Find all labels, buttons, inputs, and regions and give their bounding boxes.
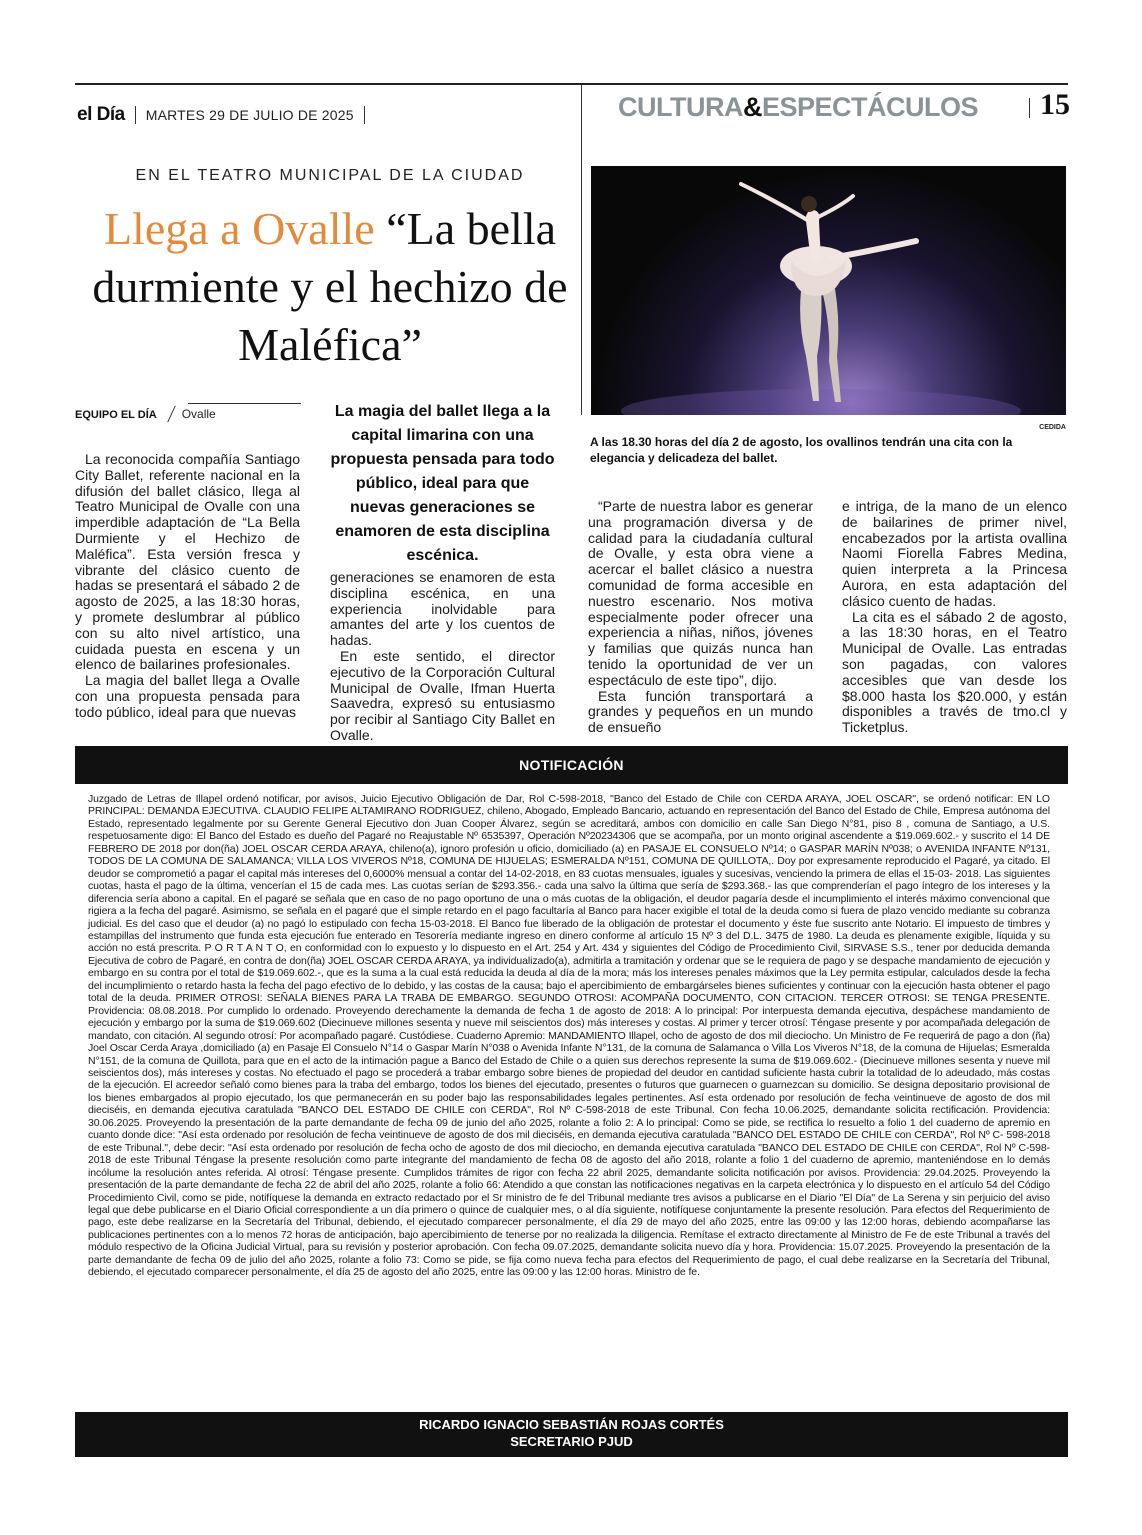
byline-rule: [188, 403, 301, 404]
paragraph: En este sentido, el director ejecutivo de la Corporación Cultural Municipal de Ovalle, Ifman Huerta Saavedra, expresó su entusiasmo por recibir al Santiago City Ballet en Ovalle.: [330, 647, 555, 743]
headline-highlight: Llega a Ovalle: [103, 203, 375, 254]
photo-caption: A las 18.30 horas del día 2 de agosto, los ovallinos tendrán una cita con la elegancia y delicadeza del ballet.: [590, 435, 1013, 465]
article-kicker: EN EL TEATRO MUNICIPAL DE LA CIUDAD: [135, 167, 525, 184]
article-column-4: [842, 499, 1067, 736]
photo-credit: CEDIDA: [1039, 424, 1066, 431]
byline: [75, 403, 301, 423]
section-title-part2: ESPECTÁCULOS: [761, 92, 979, 122]
paragraph: “Parte de nuestra labor es generar una programación diversa y de calidad para la ciudadanía cultural de Ovalle, y esta obra viene a acercar el ballet clásico a nuestra comunidad de forma accesible en nuestro escenario. Nos motiva especialmente poder ofrecer una experiencia a niñas, niños, jóvenes y familias que quizás nunca han tenido la oportunidad de ver un espectáculo de este tipo”, dijo.: [588, 498, 813, 688]
paragraph: e intriga, de la mano de un elenco de bailarines de primer nivel, encabezados por la artista ovallina Naomi Fiorella Fabres Medina, quien interpreta a la Princesa Aurora, en esta adaptación del clásico cuento de hadas.: [842, 498, 1067, 609]
masthead: [77, 100, 577, 130]
ballet-photo: [591, 166, 1066, 415]
paragraph: La magia del ballet llega a Ovalle con una propuesta pensada para todo público, ideal para que nuevas: [75, 672, 300, 720]
notice-title: NOTIFICACIÓN: [75, 746, 1068, 784]
ballerina-illustration: [591, 166, 1066, 415]
brand-logo: el Día: [77, 104, 125, 125]
byline-place: Ovalle: [181, 407, 216, 421]
article-headline: [75, 200, 585, 374]
paragraph: generaciones se enamoren de esta disciplina escénica, en una experiencia inolvidable para amantes del arte y los cuentos de hadas.: [330, 569, 555, 649]
article-column-1: [75, 452, 300, 721]
notice-body: Juzgado de Letras de Illapel ordenó notificar, por avisos, Juicio Ejecutivo Obligación de Dar, Rol C-598-2018, "Banco del Estado de Chile con CERDA ARAYA, JOEL OSCAR", se ordenó notificar: EN LO PRINCIPAL: DEMANDA EJECUTIVA. CLAUDIO FELIPE ALTAMIRANO RODRIGUEZ, chileno, Abogado, Empleado Bancario, actuando en representación del Banco del Estado de Chile, Empresa autónoma del Estado, representado legalmente por su Gerente General Ejecutivo don Juan Cooper Álvarez, según se acreditará, ambos con domicilio en calle San Diego N°81, piso 8 , comuna de Santiago, a U.S. respetuosamente digo: El Banco del Estado es dueño del Pagaré no Reajustable Nº 6535397, Operación Nº20234306 que se acompaña, por un monto original ascendente a $19.069.602.- y suscrito el 14 DE FEBRERO DE 2018 por don(ña) JOEL OSCAR CERDA ARAYA, chileno(a), ignoro profesión u oficio, domiciliado (a) en PASAJE EL CONSUELO Nº14; o GASPAR MARÍN Nº038; o AVENIDA INFANTE Nº131, TODOS DE LA COMUNA DE SALAMANCA; VILLA LOS VIVEROS Nº18, COMUNA DE HIJUELAS; ESMERALDA Nº151, COMUNA DE QUILLOTA,. Doy por expresamente reproducido el Pagaré, ya citado. El deudor se comprometió a pagar el capital más intereses del 0,6000% mensual a contar del 14-02-2018, en 83 cuotas mensuales, iguales y sucesivas, venciendo la primera de ellas el 15-03- 2018. Las siguientes cuotas, hasta el pago de la última, vencerían el 15 de cada mes. Las cuotas serían de $293.356.- cada una salvo la última que sería de $293.368.- las que comprenderían el pago íntegro de los intereses y la diferencia sería abono a capital. En el pagaré se señala que en caso de no pago oportuno de una o más cuotas de la obligación, el deudor pagaría desde el incumplimiento el interés máximo convencional que rigiera a la fecha del pagaré. Asimismo, se señala en el pagaré que el simple retardo en el pago facultaría al Banco para hacer exigible el total de la deuda como si fuera de plazo vencido mediante su cobranza judicial. Es del caso que el deudor (a) no pagó lo estipulado con fecha 15-03-2018. El Banco fue liberado de la obligación de protestar el documento y éste fue suscrito ante Notario. El impuesto de timbres y estampillas del instrumento que funda esta ejecución fue enterado en Tesorería mediante ingreso en dinero conforme al artículo 15 Nº 3 del D.L. 3475 de 1980. La deuda es plenamente exigible, líquida y su acción no está prescrita. P O R T A N T O, en conformidad con lo expuesto y lo dispuesto en el Art. 254 y Art. 434 y siguientes del Código de Procedimiento Civil, SIRVASE S.S., tener por deducida demanda Ejecutiva de cobro de Pagaré, en contra de don(ña) JOEL OSCAR CERDA ARAYA, ya individualizado(a), admitirla a tramitación y ordenar que se le requiera de pago y se despache mandamiento de ejecución y embargo en su contra por el total de $19.069.602.-, que es la suma a la cual está reducida la deuda al día de la mora; más los intereses penales máximos que la Ley permita estipular, calculados desde la fecha del incumplimiento o retardo hasta la fecha del pago efectivo de lo debido, y las costas de la causa; bajo el apercibimiento de embargárseles bienes suficientes y continuar con la ejecución hasta obtener el pago total de la deuda. PRIMER OTROSI: SEÑALA BIENES PARA LA TRABA DE EMBARGO. SEGUNDO OTROSI: ACOMPAÑA DOCUMENTO, CON CITACION. TERCER OTROSI: SE TENGA PRESENTE. Providencia: 08.08.2018. Por cumplido lo ordenado. Proveyendo derechamente la demanda de fecha 1 de agosto de 2018: A lo principal: Por interpuesta demanda ejecutiva, despáchese mandamiento de ejecución y embargo por la suma de $19.069.602 (Diecinueve millones sesenta y nueve mil seiscientos dos) más intereses y costas. Al primer y tercer otrosí: Téngase presente y por acompañada delegación de mandato, con citación. Al segundo otrosí: Por acompañado pagaré. Custódiese. Cuaderno Apremio: MANDAMIENTO Illapel, ocho de agosto de dos mil dieciocho. Un Ministro de Fe requerirá de pago a don (ña) Joel Oscar Cerda Araya ,domiciliado (a) en Pasaje El Consuelo N°14 o Gaspar Marín N°038 o Avenida Infante N°131, de la comuna de Salamanca o Villa Los Viveros N°18, de la comuna de Hijuelas; Esmeralda N°151, de la comuna de Quillota, para que en el acto de la intimación pague a Banco del Estado de Chile o a quien sus derechos represente la suma de $19.069.602.- (Diecinueve millones sesenta y nueve mil seiscientos dos), más intereses y costas. No efectuado el pago se procederá a trabar embargo sobre bienes de propiedad del deudor en cantidad suficiente hasta cubrir la totalidad de lo adeudado, más costas de la ejecución. El acreedor señaló como bienes para la traba del embargo, todos los bienes del ejecutado, presentes o futuros que guarnecen o guarnezcan su domicilio. Se designa depositario provisional de los bienes embargados al propio ejecutado, los que permanecerán en su poder bajo las responsabilidades legales pertinentes. Así esta ordenado por resolución de fecha veintinueve de agosto de dos mil dieciséis, en demanda ejecutiva caratulada "BANCO DEL ESTADO DE CHILE con CERDA", Rol Nº C-598-2018 de este Tribunal. Con fecha 10.06.2025, demandante solicita rectificación. Providencia: 30.06.2025. Proveyendo la presentación de la parte demandante de fecha 09 de junio del año 2025, rolante a folio 2: A lo principal: Como se pide, se rectifica lo resuelto a folio 1 del cuaderno de apremio en cuanto donde dice: "Así esta ordenado por resolución de fecha veintinueve de agosto de dos mil dieciséis, en demanda ejecutiva caratulada "BANCO DEL ESTADO DE CHILE con CERDA", Rol Nº C- 598-2018 de este Tribunal.", debe decir: "Así esta ordenado por resolución de fecha ocho de agosto de dos mil dieciocho, en demanda ejecutiva caratulada "BANCO DEL ESTADO DE CHILE con CERDA", Rol Nº C-598-2018 de este Tribunal Téngase la presente resolución como parte integrante del mandamiento de fecha 08 de agosto del año 2018, rolante a folio 1 del cuaderno de apremio, manteniéndose en lo demás incólume la resolución antes referida. Al otrosí: Téngase presente. Cumplidos trámites de rigor con fecha 22 abril 2025, demandante solicita notificación por avisos. Providencia: 29.04.2025. Proveyendo la presentación de la parte demandante de fecha 22 de abril del año 2025, rolante a folio 66: Atendido a que constan las notificaciones negativas en la carpeta electrónica y lo dispuesto en el artículo 54 del Código Procedimiento Civil, como se pide, notifíquese la demanda en extracto redactado por el Sr ministro de fe del Tribunal mediante tres avisos a publicarse en el Diario "El Día" de La Serena y sin perjuicio del aviso legal que debe publicarse en el Diario Oficial correspondiente a un día primero o quince de cualquier mes, o al día siguiente, notifíquese conjuntamente la presente resolución. Para efectos del Requerimiento de pago, este debe realizarse en la Secretaría del Tribunal, debiendo, el ejecutado comparecer personalmente, el día 29 de mayo del año 2025, entre las 09:00 y las 12:00 horas, debiendo acompañarse las publicaciones pertinentes con a lo menos 72 horas de anticipación, bajo apercibimiento de tenerse por no realizada la diligencia. Remítase el extracto directamente al Ministro de Fe de este Tribunal a través del módulo respectivo de la Oficina Judicial Virtual, para su revisión y posterior aprobación. Con fecha 09.07.2025, demandante solicita nuevo día y hora. Providencia: 15.07.2025. Proveyendo la presentación de la parte demandante de fecha 09 de julio del año 2025, rolante a folio 73: Como se pide, se fija como nueva fecha para efectos del Requerimiento de pago, el cual debe realizarse en la Secretaría del Tribunal, debiendo, el ejecutado comparecer personalmente, el día 25 de agosto del año 2025, entre las 09:00 y las 12:00 horas. Ministro de fe.: [88, 793, 1050, 1279]
signer-title: SECRETARIO PJUD: [510, 1434, 633, 1449]
headline-text: “La bella durmiente y el hechizo de Maléfica”: [92, 203, 568, 370]
section-title: [618, 92, 978, 123]
article-column-3: [588, 499, 813, 736]
divider: [364, 106, 365, 124]
divider: [135, 106, 136, 124]
paragraph: Esta función transportará a grandes y pequeños en un mundo de ensueño: [588, 687, 813, 736]
divider: [167, 406, 176, 423]
article-column-2: [330, 570, 555, 744]
pull-quote: La magia del ballet llega a la capital limarina con una propuesta pensada para todo público, ideal para que nuevas generaciones se enamoren de esta disciplina escénica.: [330, 403, 555, 564]
divider: [1029, 98, 1030, 118]
byline-author: EQUIPO EL DÍA: [75, 409, 157, 421]
paragraph: La reconocida compañía Santiago City Ballet, referente nacional en la difusión del ballet clásico, llega al Teatro Municipal de Ovalle con una imperdible adaptación de “La Bella Durmiente y el Hechizo de Maléfica”. Esta versión fresca y vibrante del clásico cuento de hadas se presentará el sábado 2 de agosto de 2025, a las 18:30 horas, y promete deslumbrar al público con su alto nivel artístico, una cuidada puesta en escena y un elenco de bailarines profesionales.: [75, 451, 300, 673]
header-rule: [75, 83, 1068, 85]
section-title-part1: CULTURA: [618, 92, 743, 122]
issue-date: MARTES 29 DE JULIO DE 2025: [145, 107, 354, 123]
section-title-ampersand: &: [742, 92, 762, 122]
notice-signature: [75, 1412, 1068, 1457]
paragraph: La cita es el sábado 2 de agosto, a las 18:30 horas, en el Teatro Municipal de Ovalle. Las entradas son pagadas, con valores accesibles que van desde los $8.000 hasta los $20.000, y están disponibles a través de tmo.cl y Ticketplus.: [842, 608, 1067, 736]
page-number: 15: [1040, 88, 1070, 121]
signer-name: RICARDO IGNACIO SEBASTIÁN ROJAS CORTÉS: [419, 1417, 724, 1432]
